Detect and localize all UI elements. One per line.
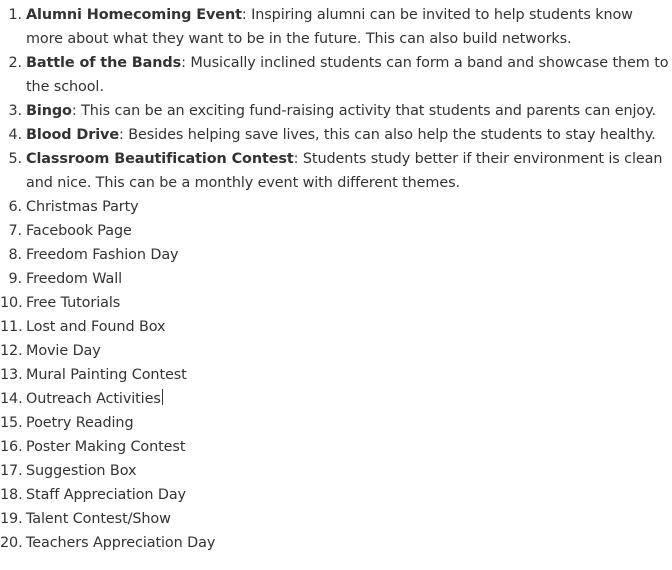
- list-item: [0, 99, 672, 123]
- item-text: Poster Making Contest: [26, 439, 186, 455]
- list-item: [0, 387, 672, 411]
- item-number: 1.: [8, 7, 22, 23]
- list-item: [0, 435, 672, 459]
- list-item: [0, 147, 672, 195]
- item-text: Freedom Wall: [26, 271, 122, 287]
- item-number: 15.: [0, 415, 23, 431]
- list-item: [0, 507, 672, 531]
- item-number: 17.: [0, 463, 23, 479]
- item-text: Talent Contest/Show: [26, 511, 171, 527]
- item-description: : This can be an exciting fund-raising activity that students and parents can enjoy.: [71, 103, 656, 119]
- list-item: [0, 3, 672, 51]
- list-item: [0, 411, 672, 435]
- list-item: [0, 195, 672, 219]
- item-number: 13.: [0, 367, 23, 383]
- list-item: [0, 243, 672, 267]
- item-number: 16.: [0, 439, 23, 455]
- list-item: [0, 219, 672, 243]
- item-number: 3.: [8, 103, 22, 119]
- text-cursor: [162, 389, 163, 405]
- item-number: 14.: [0, 391, 23, 407]
- item-text: Mural Painting Contest: [26, 367, 187, 383]
- item-number: 8.: [8, 247, 22, 263]
- item-number: 12.: [0, 343, 23, 359]
- item-number: 10.: [0, 295, 23, 311]
- item-text: Staff Appreciation Day: [26, 487, 186, 503]
- list-item: [0, 51, 672, 99]
- list-item: [0, 363, 672, 387]
- item-number: 18.: [0, 487, 23, 503]
- item-text: Teachers Appreciation Day: [26, 535, 216, 551]
- item-number: 5.: [8, 151, 22, 167]
- list-item: [0, 123, 672, 147]
- item-number: 20.: [0, 535, 23, 551]
- item-description: : Students study better if their environment is clean and nice. This can be a monthly event with different themes.: [26, 151, 663, 191]
- item-title: Alumni Homecoming Event: [26, 7, 242, 23]
- item-number: 6.: [8, 199, 22, 215]
- item-text: Christmas Party: [26, 199, 139, 215]
- item-description: : Musically inclined students can form a band and showcase them to the school.: [26, 55, 669, 95]
- item-number: 7.: [8, 223, 22, 239]
- item-number: 19.: [0, 511, 23, 527]
- item-description: : Besides helping save lives, this can also help the students to stay healthy.: [119, 127, 656, 143]
- list-item: [0, 315, 672, 339]
- list-item: [0, 531, 672, 555]
- item-number: 2.: [8, 55, 22, 71]
- item-description: : Inspiring alumni can be invited to help students know more about what they want to be in the future. This can also build networks.: [26, 7, 633, 47]
- item-number: 4.: [8, 127, 22, 143]
- item-number: 11.: [0, 319, 23, 335]
- item-title: Bingo: [26, 103, 72, 119]
- item-title: Blood Drive: [26, 127, 120, 143]
- list-item: [0, 339, 672, 363]
- item-text: Poetry Reading: [26, 415, 134, 431]
- item-text[interactable]: Outreach Activities: [26, 391, 161, 407]
- item-text: Movie Day: [26, 343, 101, 359]
- item-text: Free Tutorials: [26, 295, 121, 311]
- item-text: Facebook Page: [26, 223, 132, 239]
- item-number: 9.: [8, 271, 22, 287]
- list-item: [0, 483, 672, 507]
- list-item: [0, 267, 672, 291]
- list-item: [0, 291, 672, 315]
- item-text: Lost and Found Box: [26, 319, 166, 335]
- list-item: [0, 459, 672, 483]
- item-text: Suggestion Box: [26, 463, 137, 479]
- item-title: Classroom Beautification Contest: [26, 151, 294, 167]
- item-text: Freedom Fashion Day: [26, 247, 179, 263]
- item-title: Battle of the Bands: [26, 55, 182, 71]
